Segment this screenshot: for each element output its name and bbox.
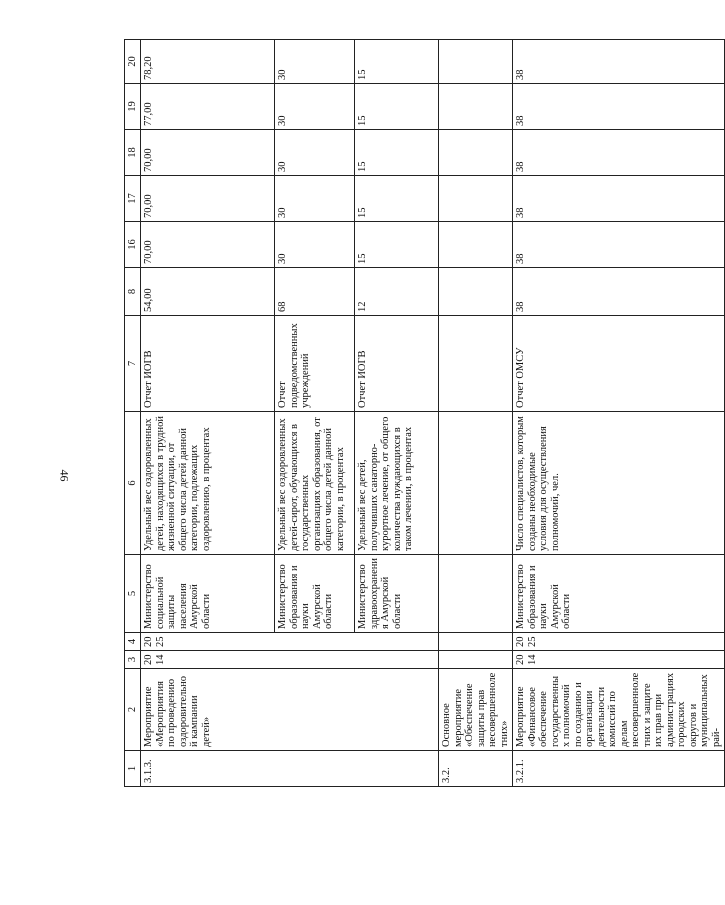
header-cell: 19 bbox=[125, 84, 141, 130]
measure-name: Основное мероприятие «Обеспечение защиты прав несовершеннолетних» bbox=[439, 669, 513, 751]
header-cell: 5 bbox=[125, 555, 141, 633]
header-cell: 8 bbox=[125, 268, 141, 316]
rotated-table-wrapper bbox=[124, 40, 722, 787]
measure-name: Мероприятие «Мероприятия по проведению оздоровительной кампании детей» bbox=[141, 669, 439, 751]
value-col17: 15 bbox=[355, 176, 439, 222]
table-header-row bbox=[125, 40, 141, 787]
source: Отчет ОМСУ bbox=[513, 316, 725, 412]
measure-name: Мероприятие «Финансовое обеспечение государственных полномочий по созданию и организации деятельности комиссий по делам несовершеннолетних и защите их прав при администрациях городских округов и муниципальных рай- bbox=[513, 669, 725, 751]
end-year: 2025 bbox=[141, 633, 439, 651]
value-col20: 78,20 bbox=[141, 40, 275, 84]
value-col18: 38 bbox=[513, 130, 725, 176]
empty-cell bbox=[439, 412, 513, 555]
value-col16: 70,00 bbox=[141, 222, 275, 268]
value-col20: 38 bbox=[513, 40, 725, 84]
value-col16: 15 bbox=[355, 222, 439, 268]
executor: Министерство образования и науки Амурской области bbox=[275, 555, 355, 633]
value-col20: 15 bbox=[355, 40, 439, 84]
value-col20: 30 bbox=[275, 40, 355, 84]
source: Отчет ИОГВ bbox=[141, 316, 275, 412]
source: Отчет подведомственных учреждений bbox=[275, 316, 355, 412]
table-row bbox=[513, 40, 725, 787]
header-cell: 6 bbox=[125, 412, 141, 555]
table-row bbox=[141, 40, 275, 787]
start-year: 2014 bbox=[141, 651, 439, 669]
value-col18: 70,00 bbox=[141, 130, 275, 176]
header-cell: 1 bbox=[125, 751, 141, 787]
header-cell: 18 bbox=[125, 130, 141, 176]
page-number: 46 bbox=[57, 469, 72, 482]
empty-cell bbox=[439, 555, 513, 633]
value-col16: 30 bbox=[275, 222, 355, 268]
header-cell: 7 bbox=[125, 316, 141, 412]
start-year: 2014 bbox=[513, 651, 725, 669]
header-cell: 17 bbox=[125, 176, 141, 222]
empty-cell bbox=[439, 40, 513, 84]
header-cell: 3 bbox=[125, 651, 141, 669]
value-col19: 30 bbox=[275, 84, 355, 130]
value-col8: 38 bbox=[513, 268, 725, 316]
value-col16: 38 bbox=[513, 222, 725, 268]
empty-cell bbox=[439, 176, 513, 222]
header-cell: 2 bbox=[125, 669, 141, 751]
indicator: Удельный вес оздоровленных детей-сирот, обучающихся в государственных организациях образования, от общего числа детей данной категории, в процентах bbox=[275, 412, 355, 555]
value-col19: 77,00 bbox=[141, 84, 275, 130]
empty-cell bbox=[439, 130, 513, 176]
empty-cell bbox=[439, 268, 513, 316]
executor: Министерство социальной защиты населения Амурской области bbox=[141, 555, 275, 633]
value-col18: 30 bbox=[275, 130, 355, 176]
header-cell: 4 bbox=[125, 633, 141, 651]
empty-cell bbox=[439, 222, 513, 268]
indicator: Удельный вес оздоровленных детей, находящихся в трудной жизненной ситуации, от общего числа детей данной категории, подлежащих оздоровлению, в процентах bbox=[141, 412, 275, 555]
empty-cell bbox=[439, 633, 513, 651]
value-col18: 15 bbox=[355, 130, 439, 176]
value-col17: 38 bbox=[513, 176, 725, 222]
value-col19: 38 bbox=[513, 84, 725, 130]
row-number: 3.2. bbox=[439, 751, 513, 787]
source: Отчет ИОГВ bbox=[355, 316, 439, 412]
row-number: 3.2.1. bbox=[513, 751, 725, 787]
indicators-table bbox=[124, 39, 725, 787]
value-col8: 68 bbox=[275, 268, 355, 316]
header-cell: 16 bbox=[125, 222, 141, 268]
executor: Министерство здравоохранения Амурской области bbox=[355, 555, 439, 633]
value-col17: 30 bbox=[275, 176, 355, 222]
value-col19: 15 bbox=[355, 84, 439, 130]
table-row bbox=[439, 40, 513, 787]
executor: Министерство образования и науки Амурской области bbox=[513, 555, 725, 633]
indicator: Число специалистов, которым созданы необходимые условия для осуществления полномочий, чел. bbox=[513, 412, 725, 555]
indicator: Удельный вес детей, получивших санаторно-курортное лечение, от общего количества нуждающихся в таком лечении, в процентах bbox=[355, 412, 439, 555]
empty-cell bbox=[439, 651, 513, 669]
value-col17: 70,00 bbox=[141, 176, 275, 222]
row-number: 3.1.3. bbox=[141, 751, 439, 787]
empty-cell bbox=[439, 316, 513, 412]
header-cell: 20 bbox=[125, 40, 141, 84]
value-col8: 12 bbox=[355, 268, 439, 316]
end-year: 2025 bbox=[513, 633, 725, 651]
empty-cell bbox=[439, 84, 513, 130]
value-col8: 54,00 bbox=[141, 268, 275, 316]
